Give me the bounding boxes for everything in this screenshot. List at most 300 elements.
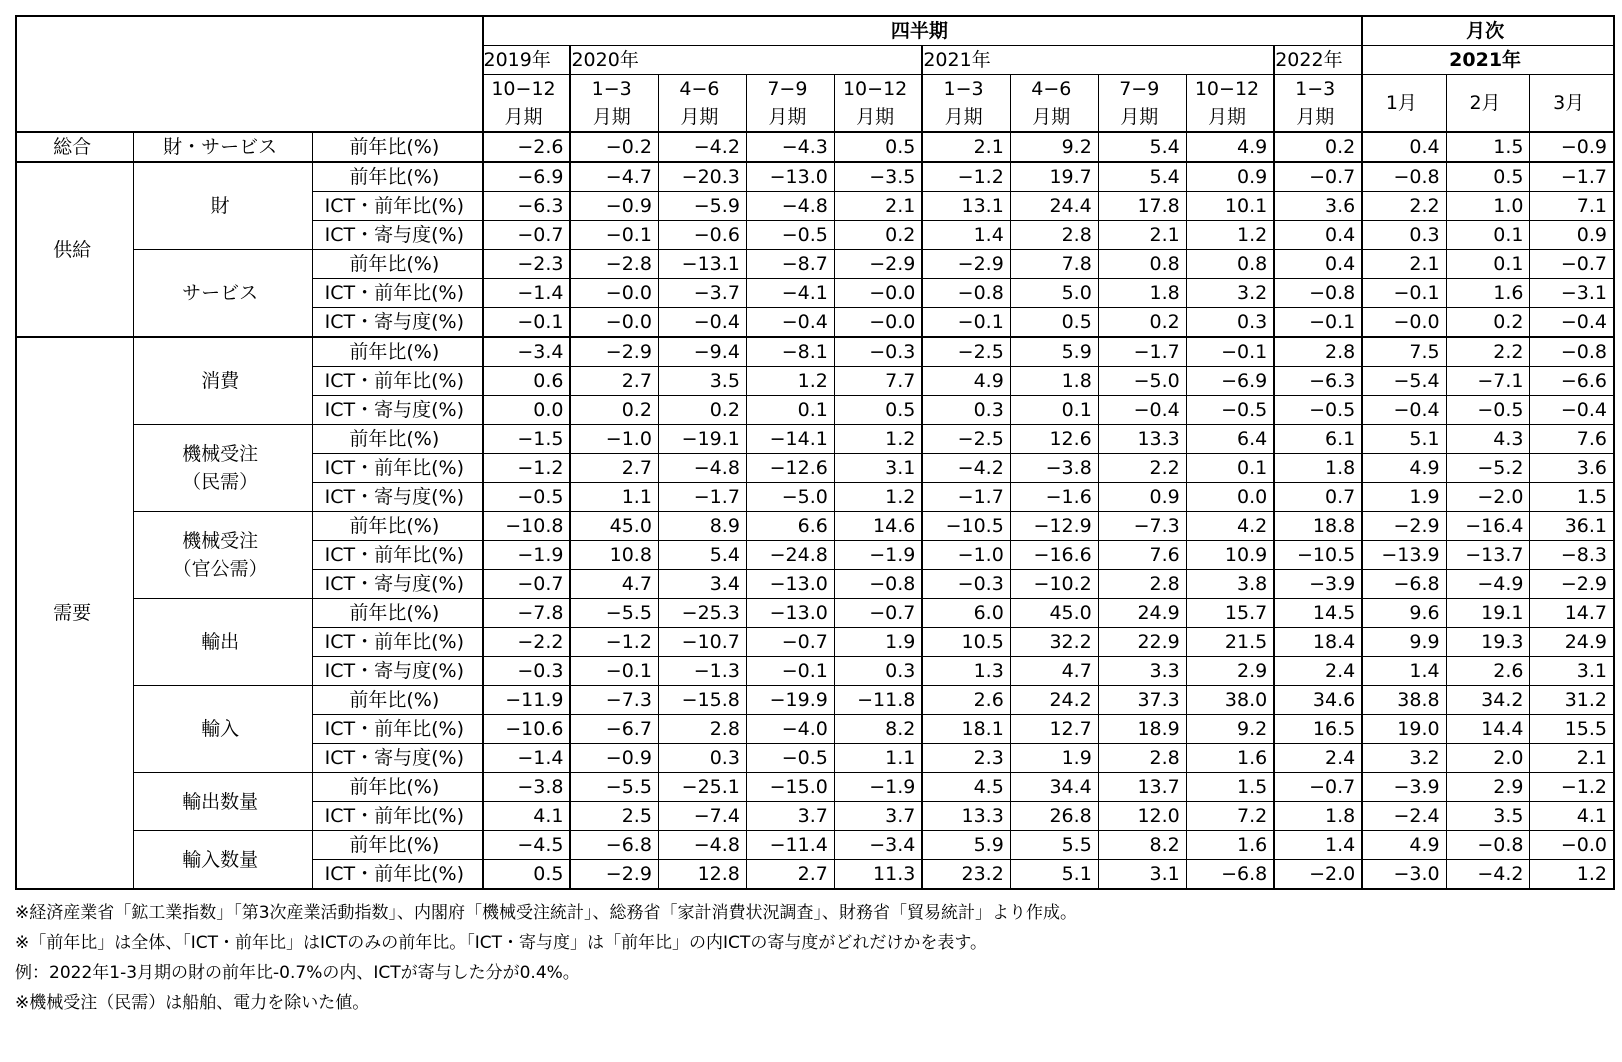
data-cell: 34.6 <box>1274 686 1362 715</box>
data-cell: 0.3 <box>1362 221 1446 250</box>
period-suffix: 月期 <box>1120 106 1159 128</box>
data-cell: 2.8 <box>1010 221 1098 250</box>
data-cell: 9.2 <box>1010 132 1098 162</box>
month-header: 3月 <box>1530 75 1614 133</box>
data-cell: 19.0 <box>1362 715 1446 744</box>
data-cell: −13.9 <box>1362 541 1446 570</box>
data-cell: 2.7 <box>570 367 658 396</box>
data-cell: −3.7 <box>658 279 746 308</box>
data-cell: −10.8 <box>483 512 571 541</box>
data-cell: 24.2 <box>1010 686 1098 715</box>
data-cell: 1.6 <box>1446 279 1530 308</box>
data-cell: 15.5 <box>1530 715 1614 744</box>
indicator-label: ICT・寄与度(%) <box>313 657 483 686</box>
data-cell: 2.1 <box>922 132 1010 162</box>
indicator-label: ICT・寄与度(%) <box>313 570 483 599</box>
data-cell: 21.5 <box>1186 628 1274 657</box>
data-cell: 3.8 <box>1186 570 1274 599</box>
monthly-header: 月次 <box>1362 16 1614 46</box>
table-row <box>16 512 1614 541</box>
data-cell: 38.8 <box>1362 686 1446 715</box>
data-cell: 18.8 <box>1274 512 1362 541</box>
indicator-label: ICT・前年比(%) <box>313 541 483 570</box>
data-cell: 2.2 <box>1098 454 1186 483</box>
data-cell: 1.9 <box>1362 483 1446 512</box>
data-cell: 7.1 <box>1530 192 1614 221</box>
data-cell: −0.4 <box>1530 396 1614 425</box>
data-cell: −0.7 <box>1530 250 1614 279</box>
note-source: ※経済産業省「鉱工業指数」「第3次産業活動指数」、内閣府「機械受注統計」、総務省「家計消費状況調査」、財務省「貿易統計」より作成。 <box>15 903 1078 923</box>
data-cell: 4.9 <box>1362 831 1446 860</box>
indicator-label: ICT・前年比(%) <box>313 367 483 396</box>
data-cell: 0.1 <box>746 396 834 425</box>
item-label: 輸出数量 <box>134 773 313 831</box>
indicator-label: 前年比(%) <box>313 337 483 367</box>
data-cell: −15.8 <box>658 686 746 715</box>
period-range: 4−6 <box>1031 78 1072 100</box>
data-cell: 9.2 <box>1186 715 1274 744</box>
data-cell: −4.9 <box>1446 570 1530 599</box>
data-cell: 2.1 <box>1530 744 1614 773</box>
data-cell: −20.3 <box>658 162 746 192</box>
data-cell: −2.9 <box>922 250 1010 279</box>
data-cell: 4.3 <box>1446 425 1530 454</box>
data-cell: −7.3 <box>1098 512 1186 541</box>
month-header: 2月 <box>1446 75 1530 133</box>
data-cell: −0.0 <box>570 308 658 338</box>
data-cell: 6.4 <box>1186 425 1274 454</box>
data-cell: 34.2 <box>1446 686 1530 715</box>
data-cell: −0.6 <box>658 221 746 250</box>
data-cell: −2.9 <box>1362 512 1446 541</box>
data-cell: 1.2 <box>1186 221 1274 250</box>
data-cell: 5.4 <box>1098 162 1186 192</box>
data-cell: 24.9 <box>1530 628 1614 657</box>
data-cell: 1.4 <box>922 221 1010 250</box>
data-cell: 14.6 <box>834 512 922 541</box>
data-cell: 37.3 <box>1098 686 1186 715</box>
item-label: サービス <box>134 250 313 338</box>
data-cell: −4.0 <box>746 715 834 744</box>
data-cell: −11.9 <box>483 686 571 715</box>
data-cell: 0.4 <box>1362 132 1446 162</box>
data-cell: 19.1 <box>1446 599 1530 628</box>
data-cell: 11.3 <box>834 860 922 890</box>
data-cell: 2.7 <box>570 454 658 483</box>
data-cell: 7.5 <box>1362 337 1446 367</box>
data-cell: 0.3 <box>922 396 1010 425</box>
data-cell: 18.1 <box>922 715 1010 744</box>
group-label: 総合 <box>16 132 134 162</box>
data-cell: −3.4 <box>834 831 922 860</box>
data-cell: 10.9 <box>1186 541 1274 570</box>
data-cell: −24.8 <box>746 541 834 570</box>
data-cell: −7.1 <box>1446 367 1530 396</box>
table-row <box>16 132 1614 162</box>
data-cell: −6.3 <box>1274 367 1362 396</box>
data-cell: −2.9 <box>1530 570 1614 599</box>
indicator-label: ICT・前年比(%) <box>313 628 483 657</box>
data-cell: −0.9 <box>1530 132 1614 162</box>
data-cell: 1.3 <box>922 657 1010 686</box>
period-range: 1−3 <box>943 78 984 100</box>
indicator-label: 前年比(%) <box>313 425 483 454</box>
data-cell: 14.7 <box>1530 599 1614 628</box>
indicator-label: ICT・寄与度(%) <box>313 744 483 773</box>
data-cell: 8.9 <box>658 512 746 541</box>
data-cell: −11.4 <box>746 831 834 860</box>
period-header <box>483 75 571 133</box>
data-cell: −4.5 <box>483 831 571 860</box>
data-cell: 26.8 <box>1010 802 1098 831</box>
period-suffix: 月期 <box>680 106 719 128</box>
quarterly-header: 四半期 <box>483 16 1363 46</box>
data-cell: 24.4 <box>1010 192 1098 221</box>
data-cell: −5.0 <box>746 483 834 512</box>
data-cell: −2.6 <box>483 132 571 162</box>
item-label: 輸入数量 <box>134 831 313 890</box>
data-cell: −2.9 <box>834 250 922 279</box>
data-cell: −25.1 <box>658 773 746 802</box>
data-cell: −1.2 <box>483 454 571 483</box>
data-cell: 38.0 <box>1186 686 1274 715</box>
data-cell: 14.5 <box>1274 599 1362 628</box>
data-cell: −0.5 <box>1446 396 1530 425</box>
data-cell: 13.7 <box>1098 773 1186 802</box>
data-cell: −7.4 <box>658 802 746 831</box>
data-cell: 1.2 <box>746 367 834 396</box>
data-cell: 0.2 <box>834 221 922 250</box>
data-cell: −0.1 <box>1274 308 1362 338</box>
data-cell: 19.7 <box>1010 162 1098 192</box>
data-cell: 7.6 <box>1098 541 1186 570</box>
data-cell: −0.7 <box>1274 162 1362 192</box>
data-cell: −0.3 <box>834 337 922 367</box>
indicator-label: 前年比(%) <box>313 686 483 715</box>
data-cell: 3.6 <box>1530 454 1614 483</box>
data-cell: 0.5 <box>1446 162 1530 192</box>
data-cell: −6.9 <box>483 162 571 192</box>
data-cell: 6.0 <box>922 599 1010 628</box>
data-cell: −6.8 <box>1186 860 1274 890</box>
data-cell: −6.8 <box>570 831 658 860</box>
data-cell: −3.1 <box>1530 279 1614 308</box>
data-cell: −0.7 <box>483 570 571 599</box>
data-cell: 4.1 <box>483 802 571 831</box>
data-cell: −10.6 <box>483 715 571 744</box>
indicator-label: ICT・寄与度(%) <box>313 396 483 425</box>
item-label-line: （官公需） <box>172 558 268 580</box>
period-suffix: 月期 <box>1207 106 1246 128</box>
data-cell: 0.1 <box>1446 221 1530 250</box>
data-cell: 32.2 <box>1010 628 1098 657</box>
data-cell: 0.3 <box>1186 308 1274 338</box>
data-cell: −1.4 <box>483 279 571 308</box>
data-cell: 10.8 <box>570 541 658 570</box>
data-cell: −13.7 <box>1446 541 1530 570</box>
indicator-label: 前年比(%) <box>313 512 483 541</box>
data-cell: 2.8 <box>1098 570 1186 599</box>
data-cell: −10.5 <box>922 512 1010 541</box>
data-cell: −5.5 <box>570 599 658 628</box>
data-cell: 8.2 <box>834 715 922 744</box>
data-cell: 4.1 <box>1530 802 1614 831</box>
data-cell: 0.2 <box>1274 132 1362 162</box>
period-range: 1−3 <box>1295 78 1336 100</box>
data-cell: −0.0 <box>1362 308 1446 338</box>
data-cell: −5.5 <box>570 773 658 802</box>
monthly-year: 2021年 <box>1362 46 1614 75</box>
indicator-label: ICT・前年比(%) <box>313 860 483 890</box>
data-cell: 5.1 <box>1010 860 1098 890</box>
data-cell: 3.6 <box>1274 192 1362 221</box>
data-cell: 3.3 <box>1098 657 1186 686</box>
data-cell: 3.5 <box>1446 802 1530 831</box>
item-label-line: （民需） <box>182 471 259 493</box>
data-cell: 0.3 <box>834 657 922 686</box>
period-range: 10−12 <box>842 78 908 100</box>
data-cell: 1.5 <box>1186 773 1274 802</box>
data-cell: −4.8 <box>658 831 746 860</box>
period-suffix: 月期 <box>1032 106 1071 128</box>
item-label: 財・サービス <box>134 132 313 162</box>
data-cell: 1.5 <box>1530 483 1614 512</box>
data-cell: −2.4 <box>1362 802 1446 831</box>
data-cell: 5.9 <box>922 831 1010 860</box>
data-cell: −0.4 <box>746 308 834 338</box>
data-cell: −13.0 <box>746 599 834 628</box>
note-machinery: ※機械受注（民需）は船舶、電力を除いた値。 <box>15 993 370 1013</box>
data-cell: 2.1 <box>1098 221 1186 250</box>
period-header <box>922 75 1010 133</box>
data-cell: 4.2 <box>1186 512 1274 541</box>
data-cell: 1.5 <box>1446 132 1530 162</box>
data-cell: 31.2 <box>1530 686 1614 715</box>
data-cell: 12.8 <box>658 860 746 890</box>
data-cell: 2.8 <box>1098 744 1186 773</box>
data-cell: 1.4 <box>1362 657 1446 686</box>
period-header <box>570 75 658 133</box>
corner-cell <box>16 16 483 132</box>
data-cell: 5.0 <box>1010 279 1098 308</box>
data-cell: 2.1 <box>1362 250 1446 279</box>
data-cell: −1.4 <box>483 744 571 773</box>
data-cell: 2.0 <box>1446 744 1530 773</box>
data-cell: 1.2 <box>834 425 922 454</box>
data-cell: −0.8 <box>1446 831 1530 860</box>
item-label <box>134 425 313 512</box>
data-cell: −0.4 <box>1098 396 1186 425</box>
data-cell: −0.7 <box>834 599 922 628</box>
data-cell: −3.8 <box>483 773 571 802</box>
table-row <box>16 599 1614 628</box>
data-cell: −2.9 <box>570 860 658 890</box>
data-cell: −0.1 <box>570 221 658 250</box>
data-cell: −1.7 <box>658 483 746 512</box>
indicator-label: ICT・寄与度(%) <box>313 221 483 250</box>
data-cell: 1.9 <box>1010 744 1098 773</box>
item-label <box>134 512 313 599</box>
data-cell: 7.8 <box>1010 250 1098 279</box>
data-cell: 0.2 <box>570 396 658 425</box>
data-cell: 4.5 <box>922 773 1010 802</box>
data-cell: 3.5 <box>658 367 746 396</box>
indicator-label: ICT・寄与度(%) <box>313 308 483 338</box>
data-cell: 0.9 <box>1098 483 1186 512</box>
data-cell: −19.9 <box>746 686 834 715</box>
data-cell: −1.9 <box>483 541 571 570</box>
data-cell: −15.0 <box>746 773 834 802</box>
data-cell: 2.3 <box>922 744 1010 773</box>
period-range: 4−6 <box>679 78 720 100</box>
data-cell: 0.0 <box>1186 483 1274 512</box>
indicator-label: 前年比(%) <box>313 773 483 802</box>
data-cell: 7.6 <box>1530 425 1614 454</box>
data-cell: −0.5 <box>1274 396 1362 425</box>
data-cell: −0.8 <box>1274 279 1362 308</box>
data-cell: −4.2 <box>1446 860 1530 890</box>
data-cell: −3.5 <box>834 162 922 192</box>
data-cell: −25.3 <box>658 599 746 628</box>
period-header <box>658 75 746 133</box>
data-cell: 0.5 <box>834 396 922 425</box>
data-cell: 2.1 <box>834 192 922 221</box>
data-cell: −3.4 <box>483 337 571 367</box>
data-cell: −0.7 <box>746 628 834 657</box>
indicator-label: ICT・寄与度(%) <box>313 483 483 512</box>
data-cell: −12.9 <box>1010 512 1098 541</box>
data-cell: −4.2 <box>658 132 746 162</box>
data-cell: 0.1 <box>1446 250 1530 279</box>
data-cell: 0.5 <box>483 860 571 890</box>
data-cell: −5.2 <box>1446 454 1530 483</box>
data-cell: 2.8 <box>1274 337 1362 367</box>
data-cell: 2.9 <box>1186 657 1274 686</box>
data-cell: −1.2 <box>1530 773 1614 802</box>
data-cell: 0.5 <box>834 132 922 162</box>
data-cell: −6.9 <box>1186 367 1274 396</box>
table-row <box>16 162 1614 192</box>
data-cell: −6.3 <box>483 192 571 221</box>
data-cell: 18.9 <box>1098 715 1186 744</box>
data-cell: 2.5 <box>570 802 658 831</box>
data-cell: 4.9 <box>1362 454 1446 483</box>
data-cell: −0.8 <box>1362 162 1446 192</box>
data-cell: 3.4 <box>658 570 746 599</box>
data-cell: −1.7 <box>922 483 1010 512</box>
indicator-label: ICT・前年比(%) <box>313 279 483 308</box>
period-range: 7−9 <box>767 78 808 100</box>
period-suffix: 月期 <box>768 106 807 128</box>
data-cell: 3.1 <box>1530 657 1614 686</box>
data-cell: −8.3 <box>1530 541 1614 570</box>
month-header: 1月 <box>1362 75 1446 133</box>
data-cell: 0.9 <box>1530 221 1614 250</box>
year-2022: 2022年 <box>1274 46 1362 75</box>
period-header <box>834 75 922 133</box>
period-range: 1−3 <box>591 78 632 100</box>
data-cell: 7.7 <box>834 367 922 396</box>
data-cell: 14.4 <box>1446 715 1530 744</box>
data-cell: −16.4 <box>1446 512 1530 541</box>
data-cell: 1.8 <box>1274 454 1362 483</box>
data-cell: 24.9 <box>1098 599 1186 628</box>
data-cell: −2.0 <box>1446 483 1530 512</box>
table-row <box>16 250 1614 279</box>
data-cell: −0.3 <box>483 657 571 686</box>
table-row <box>16 425 1614 454</box>
data-cell: 18.4 <box>1274 628 1362 657</box>
data-cell: −0.0 <box>834 279 922 308</box>
data-cell: 1.9 <box>834 628 922 657</box>
item-label-line: 機械受注 <box>182 443 259 465</box>
data-cell: 1.8 <box>1010 367 1098 396</box>
data-cell: −12.6 <box>746 454 834 483</box>
data-cell: 2.6 <box>1446 657 1530 686</box>
data-cell: 16.5 <box>1274 715 1362 744</box>
data-cell: 8.2 <box>1098 831 1186 860</box>
data-cell: 17.8 <box>1098 192 1186 221</box>
period-range: 7−9 <box>1119 78 1160 100</box>
data-cell: −16.6 <box>1010 541 1098 570</box>
note-definitions: ※「前年比」は全体、「ICT・前年比」はICTのみの前年比。「ICT・寄与度」は「前年比」の内ICTの寄与度がどれだけかを表す。 <box>15 933 987 953</box>
note-example: 例：2022年1-3月期の財の前年比-0.7%の内、ICTが寄与した分が0.4%。 <box>15 963 580 983</box>
indicator-label: 前年比(%) <box>313 250 483 279</box>
data-cell: 36.1 <box>1530 512 1614 541</box>
table-row <box>16 686 1614 715</box>
data-cell: 0.3 <box>658 744 746 773</box>
data-cell: −9.4 <box>658 337 746 367</box>
data-cell: 1.8 <box>1098 279 1186 308</box>
period-header <box>1186 75 1274 133</box>
data-cell: 4.7 <box>570 570 658 599</box>
data-cell: 2.6 <box>922 686 1010 715</box>
indicator-label: ICT・前年比(%) <box>313 715 483 744</box>
data-cell: 6.1 <box>1274 425 1362 454</box>
data-cell: −1.9 <box>834 773 922 802</box>
data-cell: −13.1 <box>658 250 746 279</box>
data-cell: −8.1 <box>746 337 834 367</box>
data-cell: −11.8 <box>834 686 922 715</box>
indicator-label: 前年比(%) <box>313 599 483 628</box>
data-cell: −0.1 <box>570 657 658 686</box>
period-header <box>1274 75 1362 133</box>
data-cell: 13.3 <box>922 802 1010 831</box>
data-cell: −0.9 <box>570 744 658 773</box>
year-2020: 2020年 <box>570 46 922 75</box>
data-cell: −3.0 <box>1362 860 1446 890</box>
data-cell: −0.3 <box>922 570 1010 599</box>
data-cell: 0.4 <box>1274 250 1362 279</box>
data-cell: 9.6 <box>1362 599 1446 628</box>
data-cell: −2.2 <box>483 628 571 657</box>
data-cell: 10.1 <box>1186 192 1274 221</box>
data-cell: −0.4 <box>1530 308 1614 338</box>
period-header <box>1010 75 1098 133</box>
data-cell: 3.1 <box>1098 860 1186 890</box>
data-cell: 0.4 <box>1274 221 1362 250</box>
data-cell: −5.0 <box>1098 367 1186 396</box>
period-header <box>746 75 834 133</box>
data-cell: −1.2 <box>570 628 658 657</box>
data-cell: −0.5 <box>746 744 834 773</box>
period-suffix: 月期 <box>592 106 631 128</box>
period-suffix: 月期 <box>856 106 895 128</box>
data-cell: 13.3 <box>1098 425 1186 454</box>
ict-indicator-table-container <box>15 15 1615 1018</box>
data-cell: −1.6 <box>1010 483 1098 512</box>
data-cell: 7.2 <box>1186 802 1274 831</box>
